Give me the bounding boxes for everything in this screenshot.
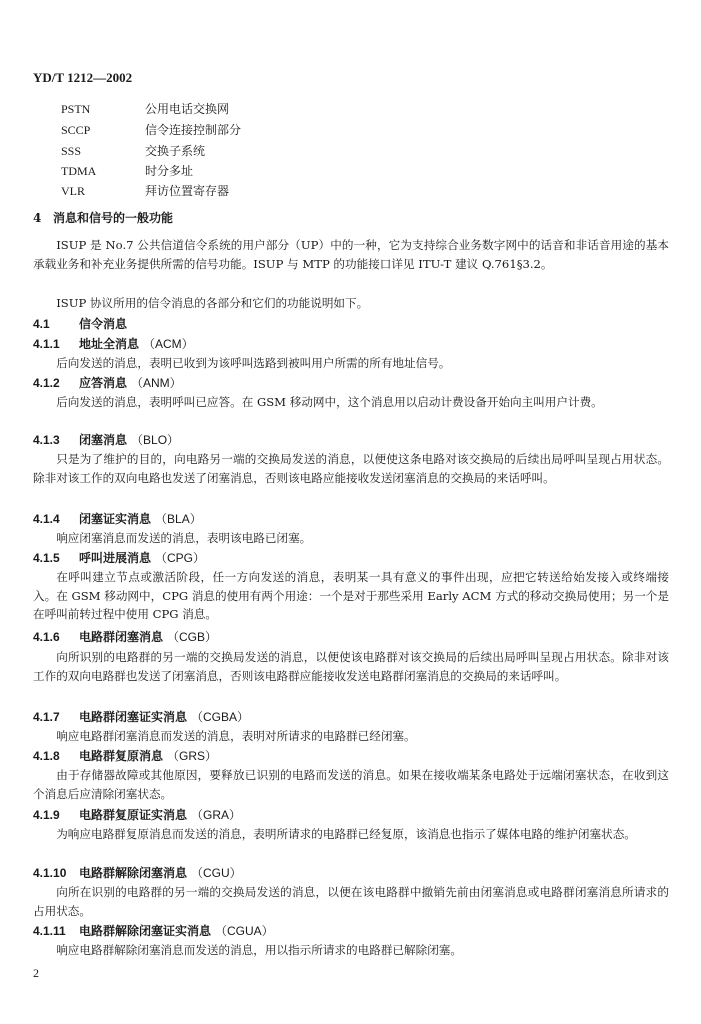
- item-code: （BLO）: [131, 433, 180, 447]
- item-number: 4.1.7: [33, 710, 60, 724]
- item-text: 向所在识别的电路群的另一端的交换局发送的消息，以便在该电路群中撤销先前由闭塞消息或电路群闭塞消息所请求的占用状态。: [33, 885, 669, 918]
- section-number: 4.1: [33, 317, 50, 331]
- item-code: （ACM）: [143, 337, 194, 351]
- item-heading: [33, 374, 182, 392]
- item-title: 应答消息: [79, 376, 128, 390]
- abbreviation-definition: 拜访位置寄存器: [145, 184, 230, 198]
- item-code: （CGB）: [167, 630, 218, 644]
- abbreviation-definition: 公用电话交换网: [145, 102, 230, 116]
- item-title: 电路群复原消息: [79, 749, 164, 763]
- abbreviation-row: [61, 143, 205, 159]
- item-code: （CGBA）: [191, 710, 250, 724]
- item-heading: [33, 708, 249, 726]
- item-heading: [33, 628, 217, 646]
- item-heading: [33, 549, 205, 567]
- item-title: 呼叫进展消息: [79, 551, 152, 565]
- item-number: 4.1.11: [33, 924, 66, 938]
- item-text: 向所识别的电路群的另一端的交换局发送的消息，以便使该电路群对该交换局的后续出局呼叫呈现占用状态。除非对该工作的双向电路群也发送了闭塞消息，否则该电路群应能接收发送电路群闭塞消息的交换局的来话呼叫。: [33, 650, 669, 683]
- item-heading: [33, 510, 202, 528]
- item-code: （GRS）: [167, 749, 218, 763]
- abbreviation-term: SCCP: [61, 123, 91, 137]
- item-text: 响应电路群解除闭塞消息而发送的消息，用以指示所请求的电路群已解除闭塞。: [56, 943, 462, 957]
- item-text: 后向发送的消息，表明已收到为该呼叫选路到被叫用户所需的所有地址信号。: [56, 356, 451, 370]
- item-number: 4.1.4: [33, 512, 60, 526]
- page-number: 2: [33, 966, 39, 980]
- section-4-paragraph: ISUP 协议所用的信令消息的各部分和它们的功能说明如下。: [56, 296, 369, 310]
- item-code: （CPG）: [155, 551, 206, 565]
- section-number: 4: [33, 211, 42, 225]
- section-title: 信令消息: [79, 317, 128, 331]
- section-4-paragraph: ISUP 是 No.7 公共信道信令系统的用户部分（UP）中的一种，它为支持综合业务数字网中的话音和非话音用途的基本承载业务和补充业务提供所需的信号功能。ISUP 与 MTP 的功能接口详见 ITU-T 建议 Q.761§3.2。: [33, 238, 669, 271]
- item-code: （ANM）: [131, 376, 182, 390]
- item-number: 4.1.6: [33, 630, 60, 644]
- item-number: 4.1.3: [33, 433, 60, 447]
- item-title: 电路群解除闭塞证实消息: [79, 924, 212, 938]
- item-text: 响应闭塞消息而发送的消息，表明该电路已闭塞。: [56, 531, 312, 545]
- item-code: （GRA）: [191, 808, 242, 822]
- item-number: 4.1.5: [33, 551, 60, 565]
- abbreviation-row: [61, 101, 229, 117]
- abbreviation-row: [61, 122, 241, 138]
- item-number: 4.1.9: [33, 808, 60, 822]
- item-number: 4.1.2: [33, 376, 60, 390]
- standard-code: YD/T 1212—2002: [33, 70, 133, 85]
- item-code: （BLA）: [155, 512, 202, 526]
- abbreviation-row: [61, 163, 193, 179]
- item-heading: [33, 747, 217, 765]
- item-number: 4.1.1: [33, 337, 60, 351]
- item-title: 闭塞证实消息: [79, 512, 152, 526]
- item-title: 电路群解除闭塞消息: [79, 866, 188, 880]
- abbreviation-definition: 信令连接控制部分: [145, 123, 242, 137]
- item-number: 4.1.8: [33, 749, 60, 763]
- item-text: 后向发送的消息，表明呼叫已应答。在 GSM 移动网中，这个消息用以启动计费设备开始向主叫用户计费。: [56, 395, 603, 409]
- item-text: 响应电路群闭塞消息而发送的消息，表明对所请求的电路群已经闭塞。: [56, 729, 416, 743]
- section-4-1-heading: [33, 315, 127, 333]
- abbreviation-row: [61, 183, 229, 199]
- item-text: 为响应电路群复原消息而发送的消息，表明所请求的电路群已经复原，该消息也指示了媒体电路的维护闭塞状态。: [56, 827, 636, 841]
- abbreviation-term: VLR: [61, 184, 85, 198]
- item-text: 由于存储器故障或其他原因，要释放已识别的电路而发送的消息。如果在接收端某条电路处于远端闭塞状态，在收到这个消息后应清除闭塞状态。: [33, 768, 669, 801]
- item-code: （CGU）: [191, 866, 242, 880]
- item-title: 闭塞消息: [79, 433, 128, 447]
- abbreviation-term: SSS: [61, 144, 82, 158]
- abbreviation-definition: 时分多址: [145, 164, 194, 178]
- section-4-heading: [33, 209, 173, 226]
- item-title: 地址全消息: [79, 337, 140, 351]
- item-code: （CGUA）: [215, 924, 274, 938]
- abbreviation-term: TDMA: [61, 164, 97, 178]
- item-number: 4.1.10: [33, 866, 67, 880]
- item-title: 电路群复原证实消息: [79, 808, 188, 822]
- item-heading: [33, 922, 274, 940]
- item-title: 电路群闭塞证实消息: [79, 710, 188, 724]
- item-heading: [33, 864, 242, 882]
- abbreviation-definition: 交换子系统: [145, 144, 206, 158]
- abbreviation-term: PSTN: [61, 102, 91, 116]
- section-title: 消息和信号的一般功能: [53, 211, 174, 225]
- item-heading: [33, 335, 194, 353]
- item-title: 电路群闭塞消息: [79, 630, 164, 644]
- item-text: 只是为了维护的目的，向电路另一端的交换局发送的消息，以便使这条电路对该交换局的后续出局呼叫呈现占用状态。除非对该工作的双向电路也发送了闭塞消息，否则该电路应能接收发送闭塞消息的交换局的来话呼叫。: [33, 452, 669, 485]
- item-heading: [33, 806, 241, 824]
- item-heading: [33, 431, 179, 449]
- item-text: 在呼叫建立节点或激活阶段，任一方向发送的消息，表明某一具有意义的事件出现，应把它转送给始发接入或终端接入。在 GSM 移动网中，CPG 消息的使用有两个用途：一个是对于那些采用 Early ACM 方式的移动交换局使用；另一个是在呼叫前转过程中使用 CPG 消息。: [33, 570, 669, 621]
